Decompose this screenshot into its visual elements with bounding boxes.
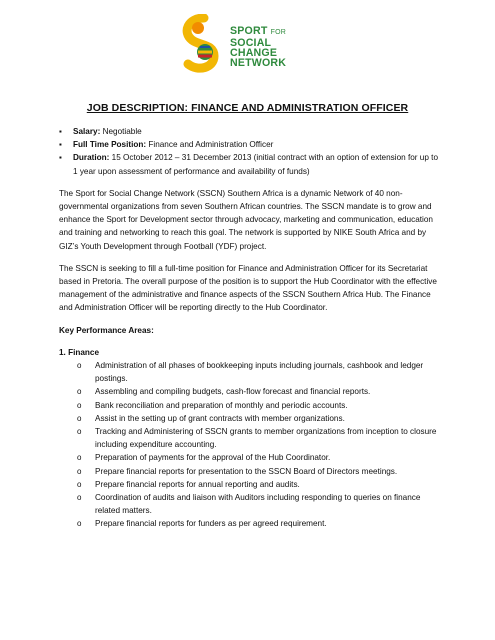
intro-paragraph: The Sport for Social Change Network (SSCN) Southern Africa is a dynamic Network of 40 non-governmental organizations from seven Southern African countries. The SSCN mandate is to grow and enhance the Sport for Development sector through advocacy, marketing and communication, education and training and networking to reach this goal. The network is supported by NIKE South Africa and by GIZ’s Youth Development through Football (YDF) project.	[59, 188, 433, 251]
logo-line-3: CHANGE	[230, 47, 278, 59]
list-item: o Administration of all phases of bookkeeping inputs including journals, cashbook and ledger postings.	[59, 359, 439, 385]
document-body	[59, 125, 439, 531]
list-item: o Bank reconciliation and preparation of monthly and periodic accounts.	[59, 399, 439, 412]
list-item: o Prepare financial reports for funders as per agreed requirement.	[59, 517, 439, 530]
list-item: o Preparation of payments for the approval of the Hub Coordinator.	[59, 451, 439, 464]
finance-task-list	[59, 359, 439, 531]
logo-line-4: NETWORK	[230, 57, 287, 69]
list-item: o Tracking and Administering of SSCN grants to member organizations from inception to closure including expenditure accounting.	[59, 425, 439, 451]
detail-salary: ▪ Salary: Negotiable	[59, 125, 439, 138]
kpa-heading: Key Performance Areas:	[59, 325, 154, 335]
job-details-list	[59, 125, 439, 178]
document-title: JOB DESCRIPTION: FINANCE AND ADMINISTRATION OFFICER	[86, 102, 409, 114]
list-item: o Prepare financial reports for annual reporting and audits.	[59, 478, 439, 491]
logo-wordmark	[230, 26, 286, 68]
list-item: o Prepare financial reports for presentation to the SSCN Board of Directors meetings.	[59, 465, 439, 478]
list-item: o Assist in the setting up of grant contracts with member organizations.	[59, 412, 439, 425]
position-paragraph: The SSCN is seeking to fill a full-time position for Finance and Administration Officer for its Secretariat based in Pretoria. The overall purpose of the position is to support the Hub Coordinator with the effective management of the administrative and finance aspects of the SSCN Southern Africa Hub. The Finance and Administration Officer will be reporting directly to the Hub Coordinator.	[59, 263, 437, 313]
detail-duration: ▪ Duration: 15 October 2012 – 31 December 2013 (initial contract with an option of extension for up to 1 year upon assessment of performance and availability of funds)	[59, 151, 439, 177]
list-item: o Assembling and compiling budgets, cash-flow forecast and financial reports.	[59, 385, 439, 398]
logo-line-1: SPORT	[230, 25, 268, 37]
logo-line-2: SOCIAL	[230, 37, 272, 49]
logo-emblem-icon	[174, 14, 234, 82]
section-finance-heading: 1. Finance	[59, 347, 100, 357]
logo-line-1-sub: FOR	[270, 29, 287, 36]
list-item: o Coordination of audits and liaison with Auditors including responding to queries on finance related matters.	[59, 491, 439, 517]
detail-position: ▪ Full Time Position: Finance and Administration Officer	[59, 138, 439, 151]
sscn-logo	[174, 14, 324, 82]
